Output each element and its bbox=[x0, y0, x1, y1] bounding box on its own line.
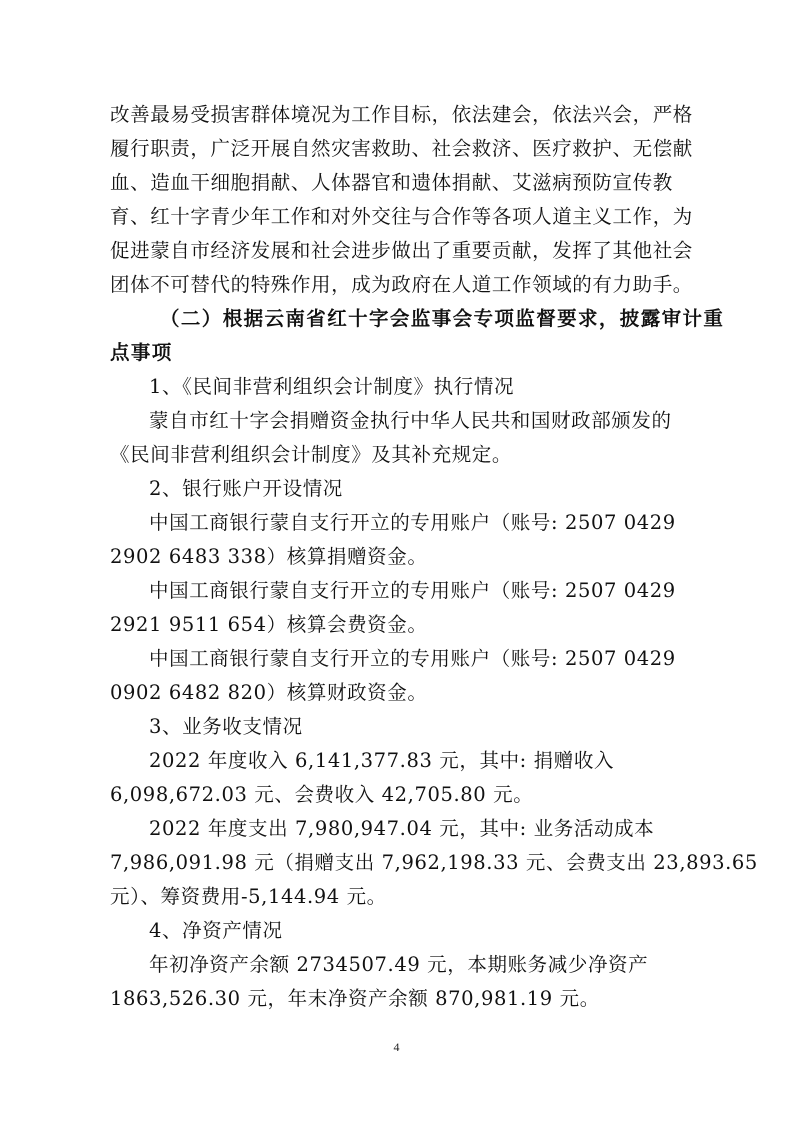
page-number: 4 bbox=[393, 1040, 400, 1054]
paragraph-line: 4、净资产情况 bbox=[149, 919, 283, 942]
paragraph-line: 履行职责，广泛开展自然灾害救助、社会救济、医疗救护、无偿献 bbox=[110, 137, 693, 160]
section-heading-line: 点事项 bbox=[110, 341, 173, 364]
paragraph-line: 2921 9511 654）核算会费资金。 bbox=[110, 613, 428, 636]
paragraph-line: 血、造血干细胞捐献、人体器官和遗体捐献、艾滋病预防宣传教 bbox=[110, 171, 673, 194]
paragraph-line: 年初净资产余额 2734507.49 元，本期账务减少净资产 bbox=[149, 953, 649, 976]
section-heading-line: （二）根据云南省红十字会监事会专项监督要求，披露审计重 bbox=[160, 307, 725, 330]
paragraph-line: 元）、筹资费用-5,144.94 元。 bbox=[110, 885, 387, 908]
paragraph-line: 2022 年度收入 6,141,377.83 元，其中: 捐赠收入 bbox=[149, 749, 615, 772]
paragraph-line: 7,986,091.98 元（捐赠支出 7,962,198.33 元、会费支出 23,893.65 bbox=[110, 851, 758, 874]
document-body bbox=[110, 98, 758, 1016]
paragraph-line: 6,098,672.03 元、会费收入 42,705.80 元。 bbox=[110, 783, 534, 806]
paragraph-line: 1863,526.30 元，年末净资产余额 870,981.19 元。 bbox=[110, 987, 600, 1010]
paragraph-line: 1、《民间非营利组织会计制度》执行情况 bbox=[149, 375, 515, 398]
paragraph-line: 《民间非营利组织会计制度》及其补充规定。 bbox=[110, 443, 513, 466]
paragraph-line: 促进蒙自市经济发展和社会进步做出了重要贡献，发挥了其他社会 bbox=[110, 239, 693, 262]
paragraph-line: 0902 6482 820）核算财政资金。 bbox=[110, 681, 428, 704]
paragraph-line: 团体不可替代的特殊作用，成为政府在人道工作领域的有力助手。 bbox=[110, 273, 693, 296]
paragraph-line: 中国工商银行蒙自支行开立的专用账户（账号: 2507 0429 bbox=[149, 511, 676, 534]
paragraph-line: 2022 年度支出 7,980,947.04 元，其中: 业务活动成本 bbox=[149, 817, 655, 840]
paragraph-line: 中国工商银行蒙自支行开立的专用账户（账号: 2507 0429 bbox=[149, 647, 676, 670]
paragraph-line: 2902 6483 338）核算捐赠资金。 bbox=[110, 545, 428, 568]
paragraph-line: 育、红十字青少年工作和对外交往与合作等各项人道主义工作，为 bbox=[110, 205, 693, 228]
paragraph-line: 改善最易受损害群体境况为工作目标，依法建会，依法兴会，严格 bbox=[110, 103, 693, 126]
paragraph-line: 中国工商银行蒙自支行开立的专用账户（账号: 2507 0429 bbox=[149, 579, 676, 602]
paragraph-line: 3、业务收支情况 bbox=[149, 715, 303, 738]
paragraph-line: 2、银行账户开设情况 bbox=[149, 477, 343, 500]
paragraph-line: 蒙自市红十字会捐赠资金执行中华人民共和国财政部颁发的 bbox=[149, 409, 672, 432]
